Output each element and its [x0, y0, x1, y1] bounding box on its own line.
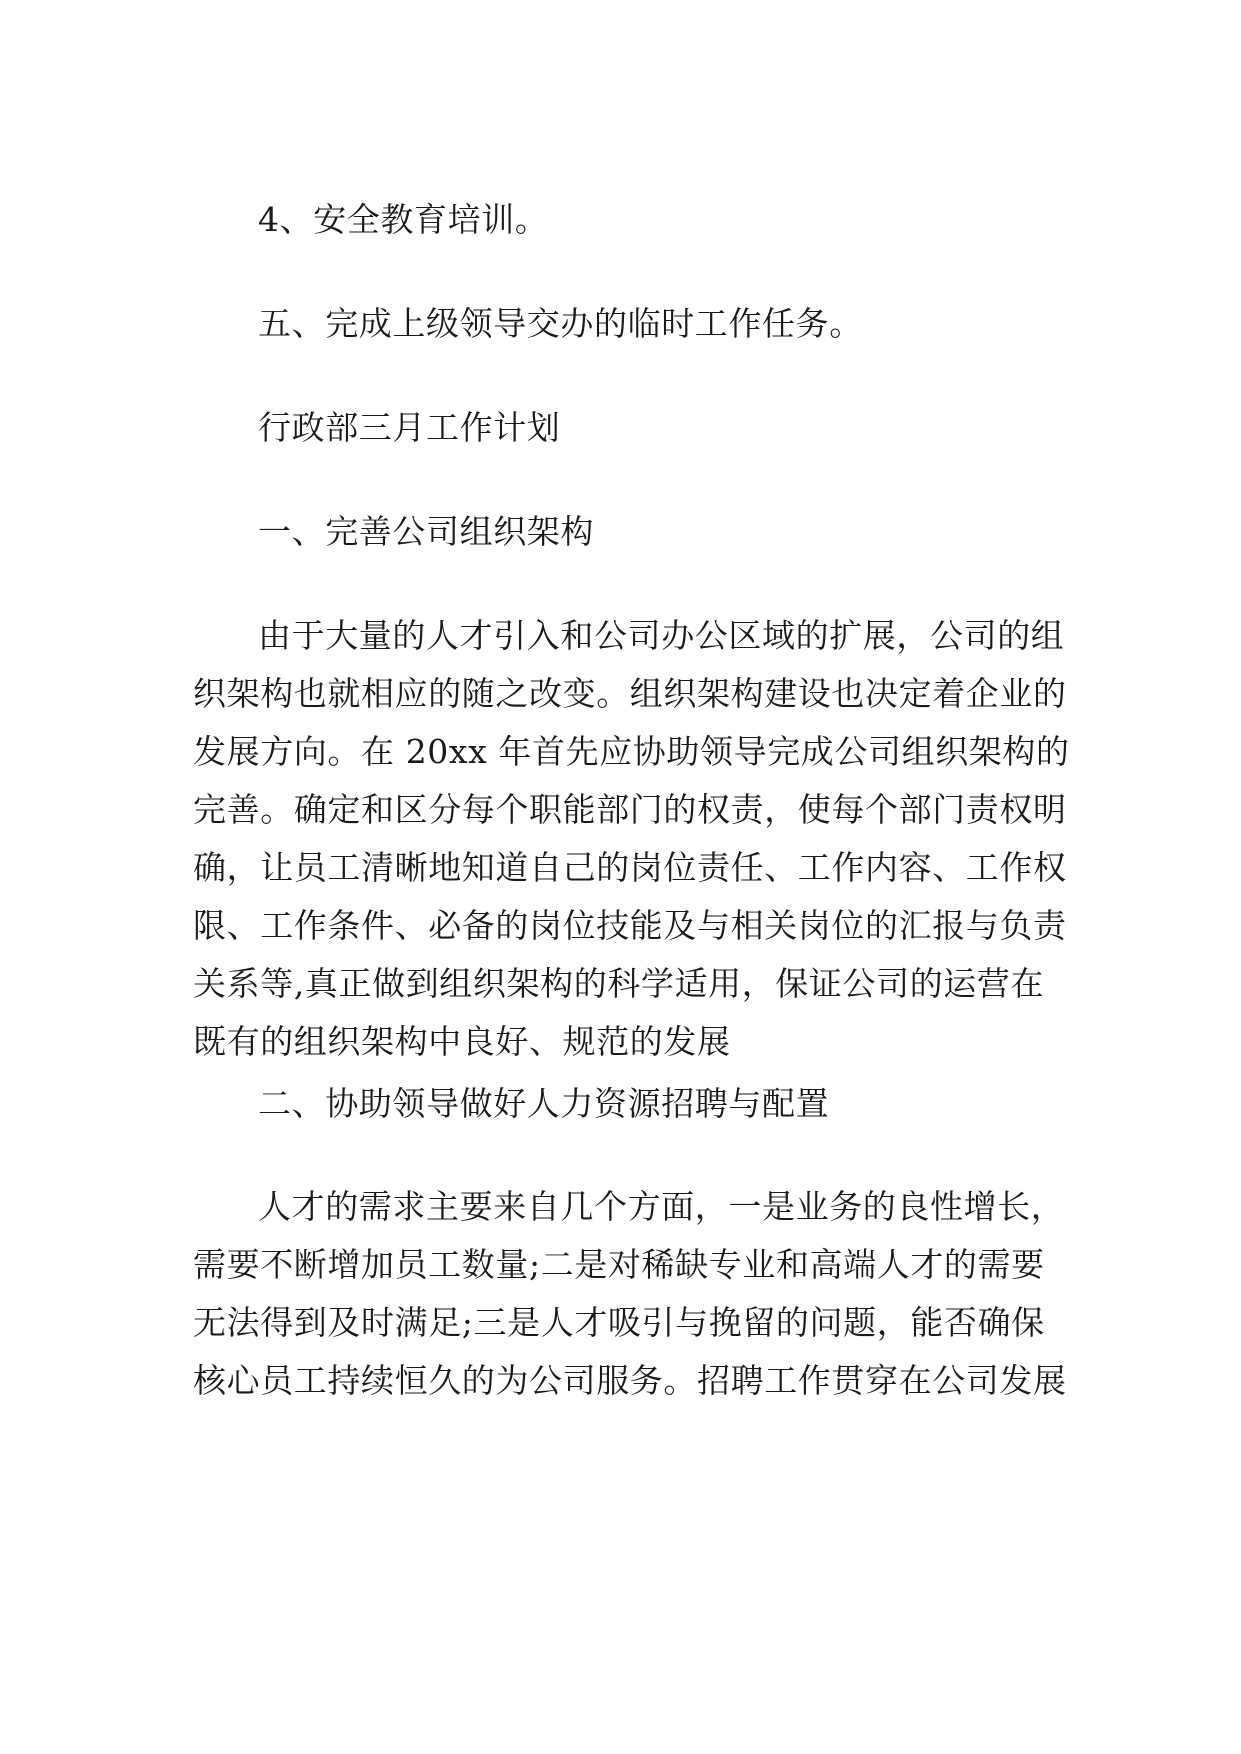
paragraph-line: 确，让员工清晰地知道自己的岗位责任、工作内容、工作权	[193, 848, 1067, 887]
paragraph-line: 既有的组织架构中良好、规范的发展	[193, 1022, 731, 1061]
heading-organization-structure: 一、完善公司组织架构	[258, 512, 594, 551]
paragraph-line: 关系等,真正做到组织架构的科学适用，保证公司的运营在	[193, 964, 1045, 1003]
paragraph-line: 由于大量的人才引入和公司办公区域的扩展，公司的组	[258, 616, 1065, 655]
paragraph-line: 发展方向。在 20xx 年首先应协助领导完成公司组织架构的	[193, 732, 1070, 771]
paragraph-line: 限、工作条件、必备的岗位技能及与相关岗位的汇报与负责	[193, 906, 1067, 945]
paragraph-line: 织架构也就相应的随之改变。组织架构建设也决定着企业的	[193, 674, 1067, 713]
list-item-4: 4、安全教育培训。	[258, 200, 549, 239]
paragraph-line: 需要不断增加员工数量;二是对稀缺专业和高端人才的需要	[193, 1245, 1045, 1284]
heading-recruitment: 二、协助领导做好人力资源招聘与配置	[258, 1084, 830, 1123]
paragraph-line: 人才的需求主要来自几个方面，一是业务的良性增长，	[258, 1187, 1065, 1226]
paragraph-line: 完善。确定和区分每个职能部门的权责，使每个部门责权明	[193, 790, 1067, 829]
section-title: 行政部三月工作计划	[258, 408, 561, 447]
list-item-5: 五、完成上级领导交办的临时工作任务。	[258, 304, 863, 343]
paragraph-organization-structure	[193, 607, 1070, 1071]
paragraph-line: 核心员工持续恒久的为公司服务。招聘工作贯穿在公司发展	[193, 1361, 1067, 1400]
paragraph-recruitment	[193, 1178, 1067, 1410]
paragraph-line: 无法得到及时满足;三是人才吸引与挽留的问题，能否确保	[193, 1303, 1045, 1342]
